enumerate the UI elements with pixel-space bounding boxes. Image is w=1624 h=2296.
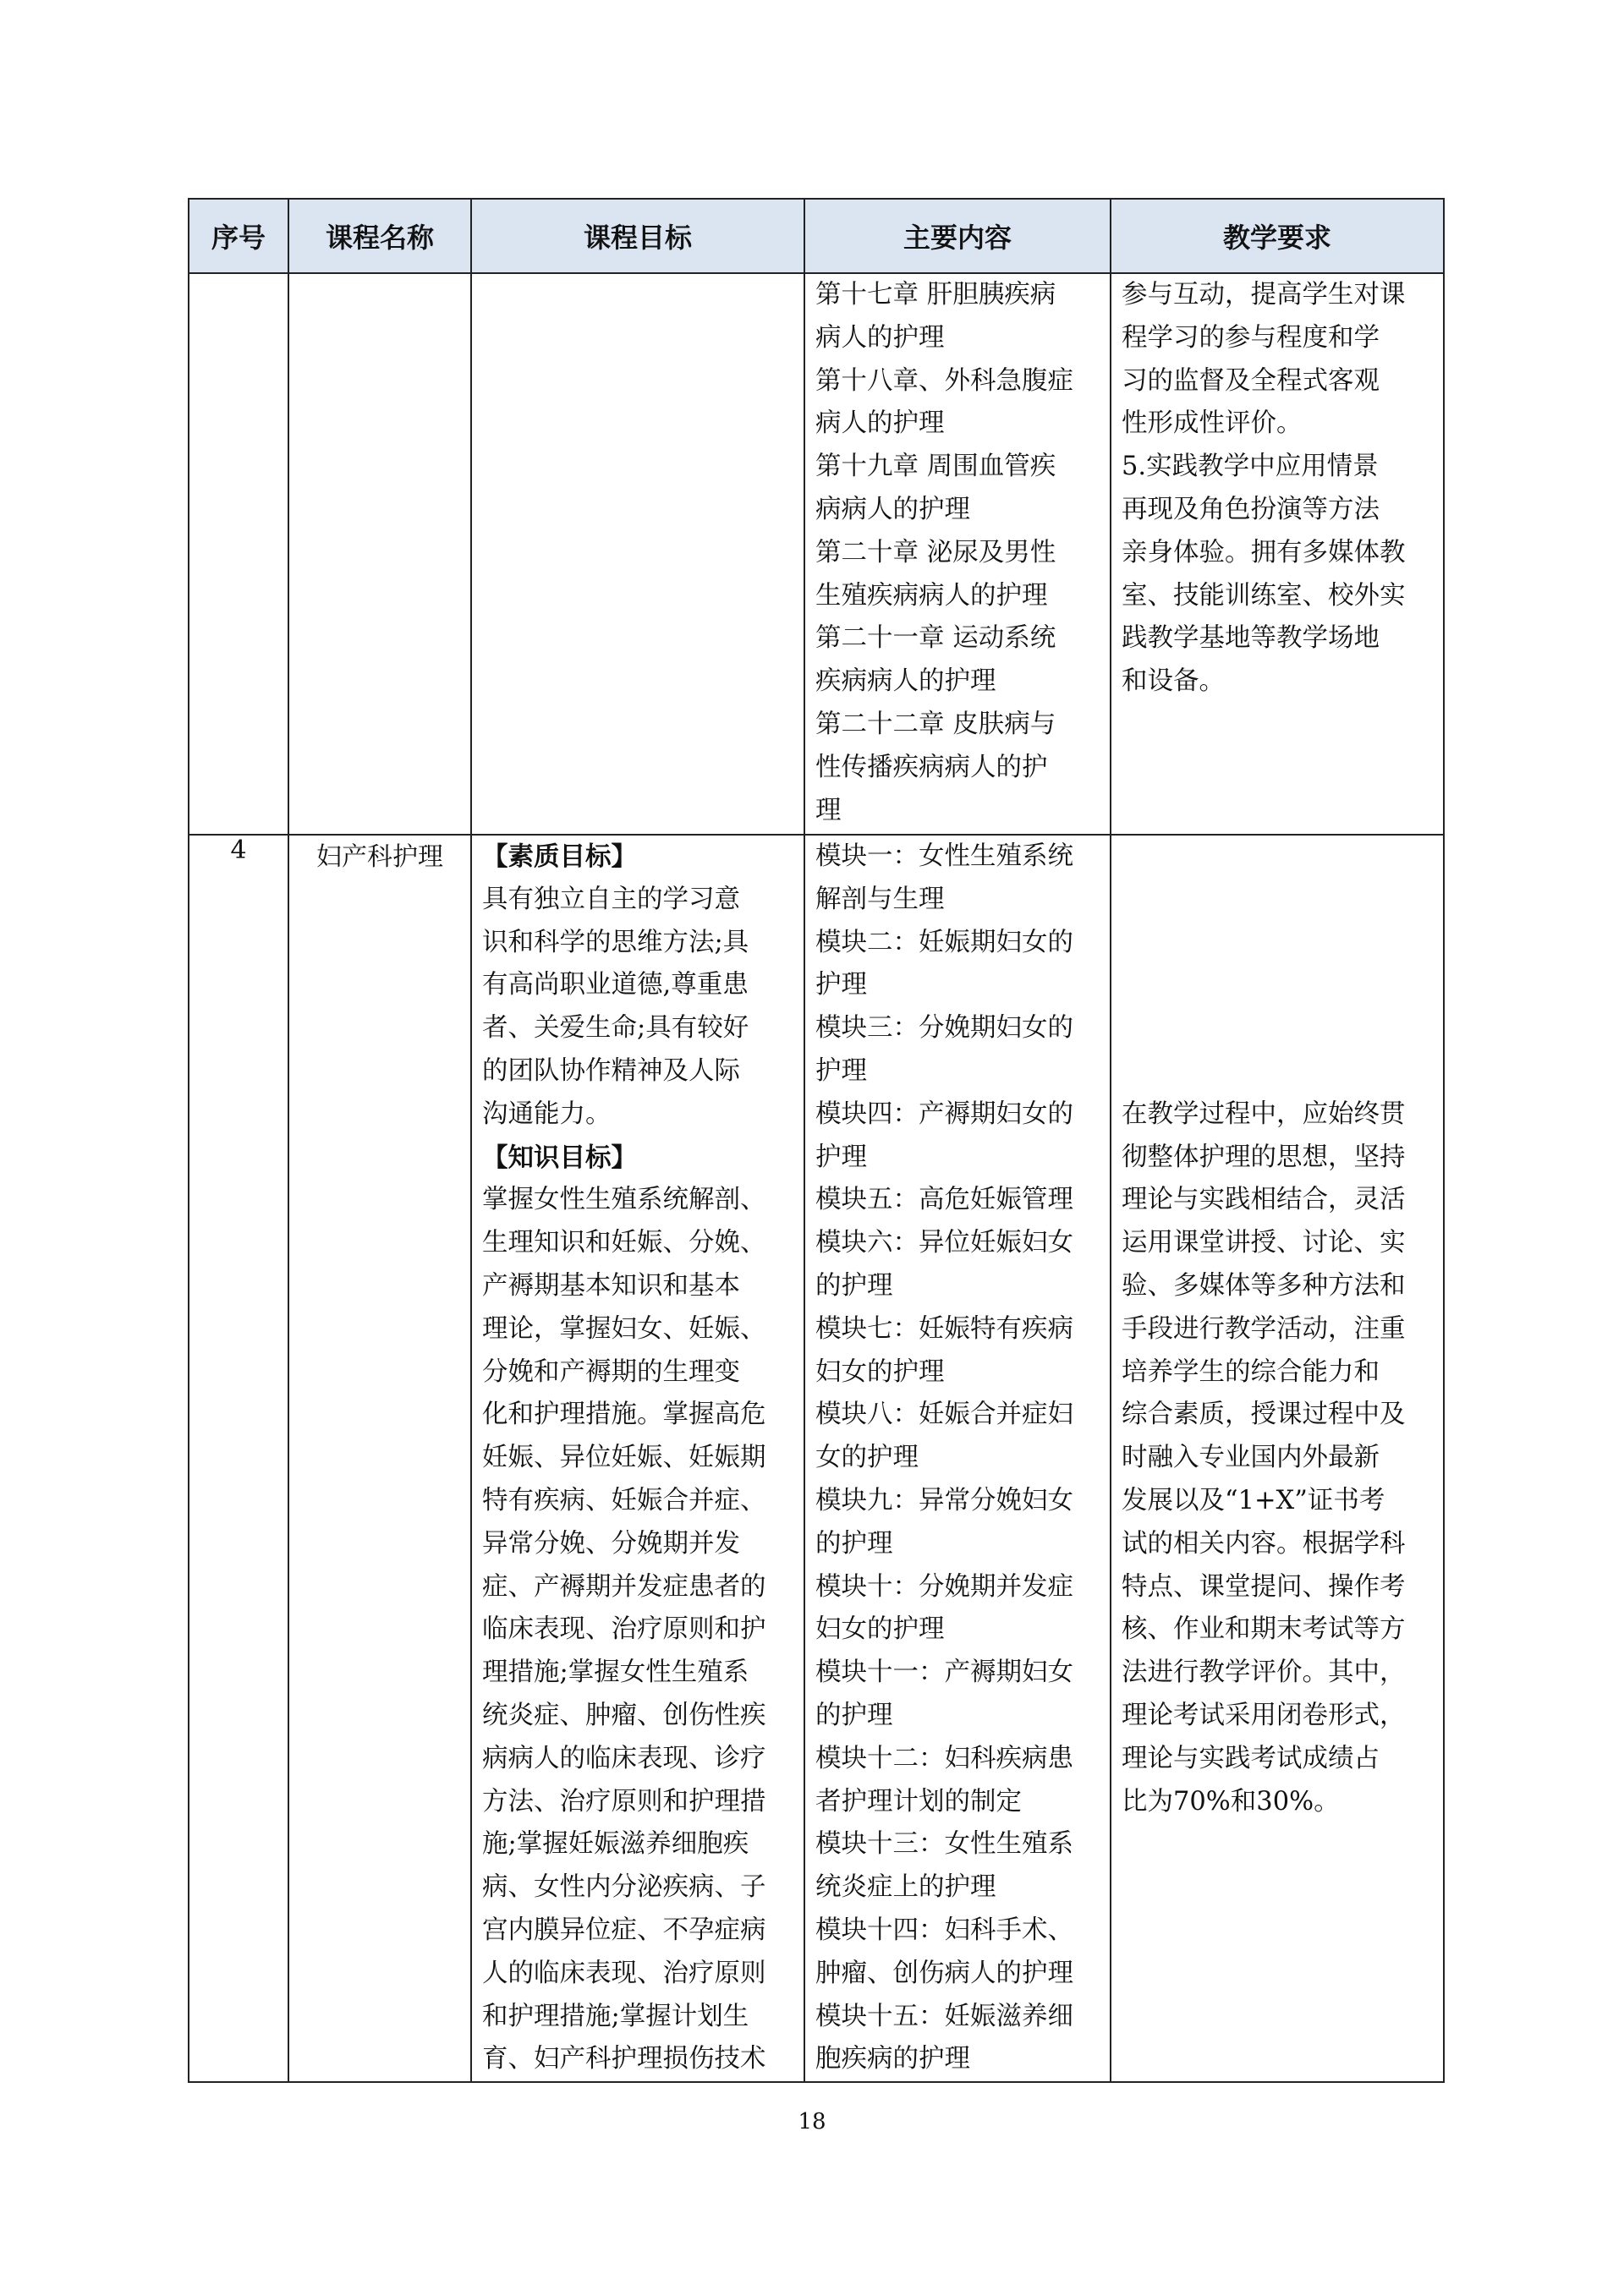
content-line: 生殖疾病病人的护理 <box>815 580 1048 611</box>
goal-line: 病病人的临床表现、诊疗 <box>482 1743 766 1773</box>
content-line: 护理 <box>815 1142 867 1172</box>
content-line: 者护理计划的制定 <box>815 1786 1022 1817</box>
goal-line: 特有疾病、妊娠合并症、 <box>482 1485 766 1515</box>
content-line: 的护理 <box>815 1270 893 1301</box>
content-line: 理 <box>815 795 842 825</box>
requirement-line: 验、多媒体等多种方法和 <box>1122 1270 1406 1301</box>
content-line: 模块十二：妇科疾病患 <box>815 1743 1073 1773</box>
requirement-line: 试的相关内容。根据学科 <box>1122 1528 1406 1559</box>
content-line: 妇女的护理 <box>815 1614 945 1645</box>
section-heading: 【知识目标】 <box>482 1142 637 1173</box>
content-line: 妇女的护理 <box>815 1356 945 1387</box>
header-course-name: 课程名称 <box>288 199 471 273</box>
requirement-line: 彻整体护理的思想，坚持 <box>1122 1142 1406 1172</box>
table-row <box>189 835 1444 2082</box>
content-line: 模块十三：女性生殖系 <box>815 1829 1073 1860</box>
requirement-line: 亲身体验。拥有多媒体教 <box>1122 537 1406 567</box>
goal-line: 病、女性内分泌疾病、子 <box>482 1872 766 1903</box>
requirement-line: 理论考试采用闭卷形式， <box>1122 1700 1406 1730</box>
content-line: 模块十一：产褥期妇女 <box>815 1658 1073 1688</box>
content-line: 病人的护理 <box>815 408 945 439</box>
goal-line: 有高尚职业道德,尊重患 <box>482 970 749 1000</box>
content-line: 疾病病人的护理 <box>815 666 996 697</box>
header-teaching-requirements: 教学要求 <box>1111 199 1444 273</box>
content-line: 模块二：妊娠期妇女的 <box>815 927 1073 957</box>
goal-line: 分娩和产褥期的生理变 <box>482 1356 740 1387</box>
row2-name: 妇产科护理 <box>288 835 471 2082</box>
table-row <box>189 273 1444 835</box>
row1-requirements <box>1111 273 1444 835</box>
content-line: 模块十五：妊娠滋养细 <box>815 2001 1073 2031</box>
header-course-goals: 课程目标 <box>471 199 804 273</box>
goal-line: 和护理措施;掌握计划生 <box>482 2001 749 2031</box>
requirement-line: 参与互动，提高学生对课 <box>1122 280 1406 310</box>
header-row <box>189 199 1444 273</box>
goal-line: 妊娠、异位妊娠、妊娠期 <box>482 1443 766 1473</box>
goal-line: 方法、治疗原则和护理措 <box>482 1786 766 1817</box>
goal-line: 者、关爱生命;具有较好 <box>482 1013 749 1044</box>
content-line: 模块五：高危妊娠管理 <box>815 1185 1073 1215</box>
header-number: 序号 <box>189 199 288 273</box>
content-line: 病人的护理 <box>815 322 945 353</box>
requirement-line: 性形成性评价。 <box>1122 408 1303 439</box>
requirement-line: 程学习的参与程度和学 <box>1122 322 1380 353</box>
requirement-line: 发展以及“1+X”证书考 <box>1122 1485 1385 1515</box>
requirement-line: 理论与实践考试成绩占 <box>1122 1743 1380 1773</box>
row1-number <box>189 273 288 835</box>
content-line: 统炎症上的护理 <box>815 1872 996 1903</box>
content-line: 的护理 <box>815 1528 893 1559</box>
row2-goals <box>471 835 804 2082</box>
goal-line: 生理知识和妊娠、分娩、 <box>482 1228 766 1258</box>
content-line: 性传播疾病病人的护 <box>815 752 1048 782</box>
goal-line: 理措施;掌握女性生殖系 <box>482 1658 749 1688</box>
content-line: 肿瘤、创伤病人的护理 <box>815 1958 1073 1988</box>
goal-line: 沟通能力。 <box>482 1099 612 1129</box>
requirement-line: 特点、课堂提问、操作考 <box>1122 1571 1406 1602</box>
requirement-line: 综合素质，授课过程中及 <box>1122 1400 1406 1430</box>
section-heading: 【素质目标】 <box>482 841 637 872</box>
requirement-line: 和设备。 <box>1122 666 1225 697</box>
requirement-line: 再现及角色扮演等方法 <box>1122 494 1380 524</box>
requirement-line: 在教学过程中，应始终贯 <box>1122 1099 1406 1129</box>
content-line: 护理 <box>815 1055 867 1086</box>
requirement-line: 培养学生的综合能力和 <box>1122 1356 1380 1387</box>
goal-line: 产褥期基本知识和基本 <box>482 1270 740 1301</box>
content-line: 第十七章 肝胆胰疾病 <box>815 280 1056 310</box>
content-line: 模块八：妊娠合并症妇 <box>815 1400 1073 1430</box>
content-line: 解剖与生理 <box>815 884 945 914</box>
content-line: 第二十章 泌尿及男性 <box>815 537 1056 567</box>
content-line: 模块一：女性生殖系统 <box>815 841 1073 871</box>
goal-line: 育、妇产科护理损伤技术 <box>482 2044 766 2074</box>
content-line: 病病人的护理 <box>815 494 970 524</box>
goal-line: 统炎症、肿瘤、创伤性疾 <box>482 1700 766 1730</box>
header-main-content: 主要内容 <box>804 199 1111 273</box>
row2-requirements <box>1111 835 1444 2082</box>
goal-line: 理论，掌握妇女、妊娠、 <box>482 1313 766 1344</box>
requirement-line: 5.实践教学中应用情景 <box>1122 452 1379 482</box>
goal-line: 症、产褥期并发症患者的 <box>482 1571 766 1602</box>
content-line: 模块十四：妇科手术、 <box>815 1915 1073 1945</box>
row1-goals <box>471 273 804 835</box>
content-line: 女的护理 <box>815 1443 919 1473</box>
goal-line: 识和科学的思维方法;具 <box>482 927 749 957</box>
goal-line: 具有独立自主的学习意 <box>482 884 740 914</box>
goal-line: 施;掌握妊娠滋养细胞疾 <box>482 1829 749 1860</box>
goal-line: 人的临床表现、治疗原则 <box>482 1958 766 1988</box>
content-line: 模块六：异位妊娠妇女 <box>815 1228 1073 1258</box>
requirement-line: 手段进行教学活动，注重 <box>1122 1313 1406 1344</box>
content-line: 护理 <box>815 970 867 1000</box>
goal-line: 化和护理措施。掌握高危 <box>482 1400 766 1430</box>
content-line: 胞疾病的护理 <box>815 2044 970 2074</box>
goal-line: 临床表现、治疗原则和护 <box>482 1614 766 1645</box>
requirement-line: 运用课堂讲授、讨论、实 <box>1122 1228 1406 1258</box>
content-line: 模块七：妊娠特有疾病 <box>815 1313 1073 1344</box>
content-line: 第十九章 周围血管疾 <box>815 452 1056 482</box>
content-line: 第二十一章 运动系统 <box>815 623 1056 654</box>
content-line: 的护理 <box>815 1700 893 1730</box>
page-number: 18 <box>798 2109 826 2134</box>
requirement-line: 室、技能训练室、校外实 <box>1122 580 1406 611</box>
row1-content <box>804 273 1111 835</box>
goal-line: 的团队协作精神及人际 <box>482 1055 740 1086</box>
goal-line: 异常分娩、分娩期并发 <box>482 1528 740 1559</box>
requirement-line: 时融入专业国内外最新 <box>1122 1443 1380 1473</box>
row2-content <box>804 835 1111 2082</box>
content-line: 第十八章、外科急腹症 <box>815 365 1073 396</box>
row1-name <box>288 273 471 835</box>
requirement-line: 法进行教学评价。其中， <box>1122 1658 1406 1688</box>
content-line: 模块四：产褥期妇女的 <box>815 1099 1073 1129</box>
row2-number: 4 <box>189 835 288 2082</box>
requirement-line: 践教学基地等教学场地 <box>1122 623 1380 654</box>
course-table <box>188 198 1445 2083</box>
goal-line: 宫内膜异位症、不孕症病 <box>482 1915 766 1945</box>
content-line: 模块九：异常分娩妇女 <box>815 1485 1073 1515</box>
requirement-line: 比为70%和30%。 <box>1122 1786 1340 1817</box>
requirement-line: 理论与实践相结合，灵活 <box>1122 1185 1406 1215</box>
requirement-line: 习的监督及全程式客观 <box>1122 365 1380 396</box>
goal-line: 掌握女性生殖系统解剖、 <box>482 1185 766 1215</box>
content-line: 第二十二章 皮肤病与 <box>815 709 1056 739</box>
content-line: 模块十：分娩期并发症 <box>815 1571 1073 1602</box>
requirement-line: 核、作业和期末考试等方 <box>1122 1614 1406 1645</box>
content-line: 模块三：分娩期妇女的 <box>815 1013 1073 1044</box>
